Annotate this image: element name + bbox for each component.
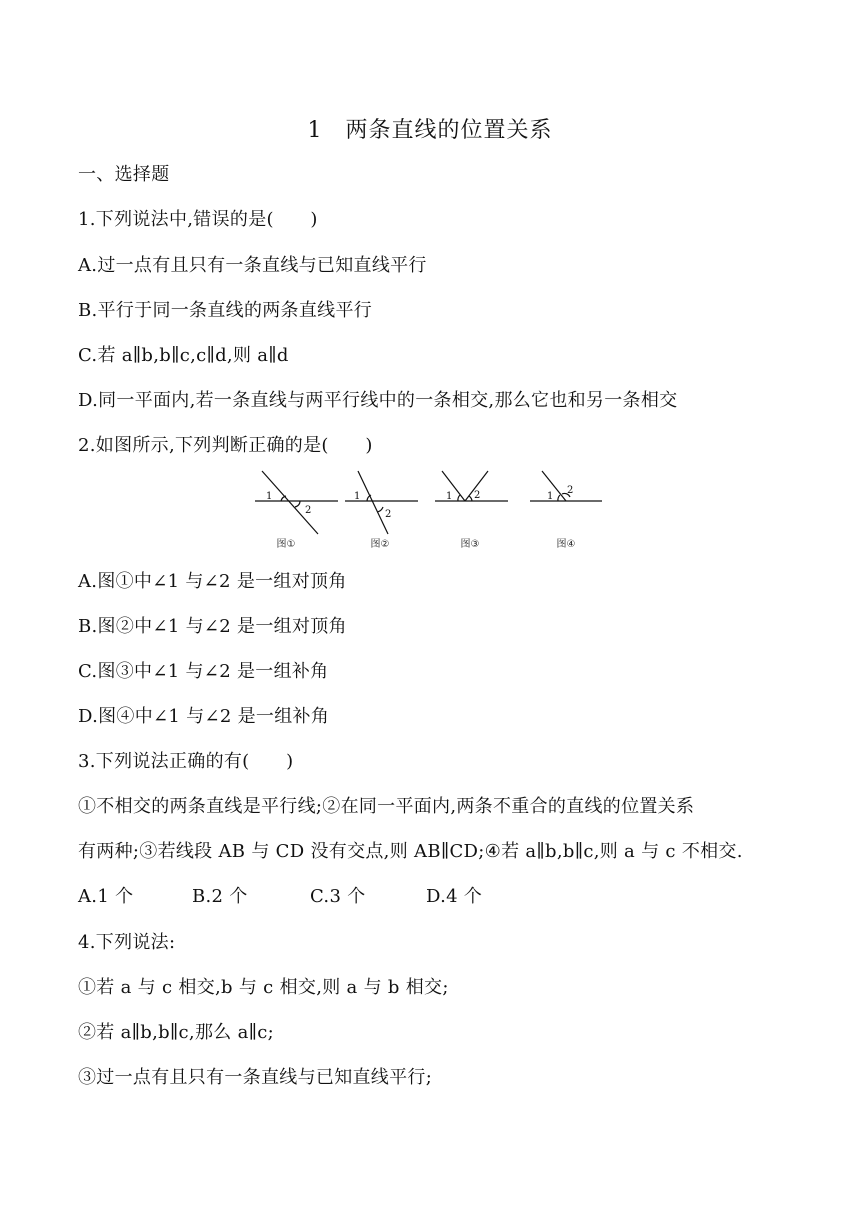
fig3-angle1-label: 1 (446, 491, 453, 502)
page-title: 1 两条直线的位置关系 (307, 118, 553, 143)
fig3-caption: 图③ (460, 539, 480, 550)
fig1-angle2-label: 2 (305, 505, 312, 516)
fig4-angle2-label: 2 (567, 485, 574, 496)
q4-item-3: ③过一点有且只有一条直线与已知直线平行; (78, 1067, 433, 1088)
q4-item-2: ②若 a∥b,b∥c,那么 a∥c; (78, 1022, 274, 1043)
q3-text-line-1: ①不相交的两条直线是平行线;②在同一平面内,两条不重合的直线的位置关系 (78, 796, 695, 817)
q3-text-line-2: 有两种;③若线段 AB 与 CD 没有交点,则 AB∥CD;④若 a∥b,b∥c,则 a 与 c 不相交. (78, 841, 743, 862)
fig2-caption: 图② (370, 539, 390, 550)
section-heading: 一、选择题 (78, 164, 170, 185)
fig3-angle2-label: 2 (474, 490, 481, 501)
figure-1 (255, 471, 338, 534)
q1-option-b: B.平行于同一条直线的两条直线平行 (78, 300, 373, 321)
q1-option-d: D.同一平面内,若一条直线与两平行线中的一条相交,那么它也和另一条相交 (78, 390, 678, 411)
fig1-angle1-label: 1 (266, 491, 273, 502)
fig4-caption: 图④ (556, 539, 576, 550)
q2-option-c: C.图③中∠1 与∠2 是一组补角 (78, 661, 329, 682)
q1-option-c: C.若 a∥b,b∥c,c∥d,则 a∥d (78, 345, 289, 366)
figure-2 (345, 471, 418, 534)
q2-option-d: D.图④中∠1 与∠2 是一组补角 (78, 706, 330, 727)
fig1-caption: 图① (276, 539, 296, 550)
q1-option-a: A.过一点有且只有一条直线与已知直线平行 (78, 255, 427, 276)
q2-stem: 2.如图所示,下列判断正确的是( ) (78, 435, 373, 456)
q2-figures (250, 466, 610, 556)
q3-option-b: B.2 个 (192, 886, 248, 907)
q1-stem: 1.下列说法中,错误的是( ) (78, 209, 318, 230)
q3-option-a: A.1 个 (78, 886, 134, 907)
fig4-angle1-label: 1 (547, 491, 554, 502)
q4-item-1: ①若 a 与 c 相交,b 与 c 相交,则 a 与 b 相交; (78, 977, 449, 998)
figure-4 (530, 471, 602, 501)
angle-figures-svg (250, 466, 610, 556)
fig2-angle2-label: 2 (385, 509, 392, 520)
q2-option-b: B.图②中∠1 与∠2 是一组对顶角 (78, 616, 347, 637)
q3-option-d: D.4 个 (426, 886, 483, 907)
q2-option-a: A.图①中∠1 与∠2 是一组对顶角 (78, 571, 347, 592)
q3-option-c: C.3 个 (310, 886, 366, 907)
q4-stem: 4.下列说法: (78, 932, 176, 953)
fig2-angle1-label: 1 (354, 491, 361, 502)
q3-stem: 3.下列说法正确的有( ) (78, 751, 294, 772)
